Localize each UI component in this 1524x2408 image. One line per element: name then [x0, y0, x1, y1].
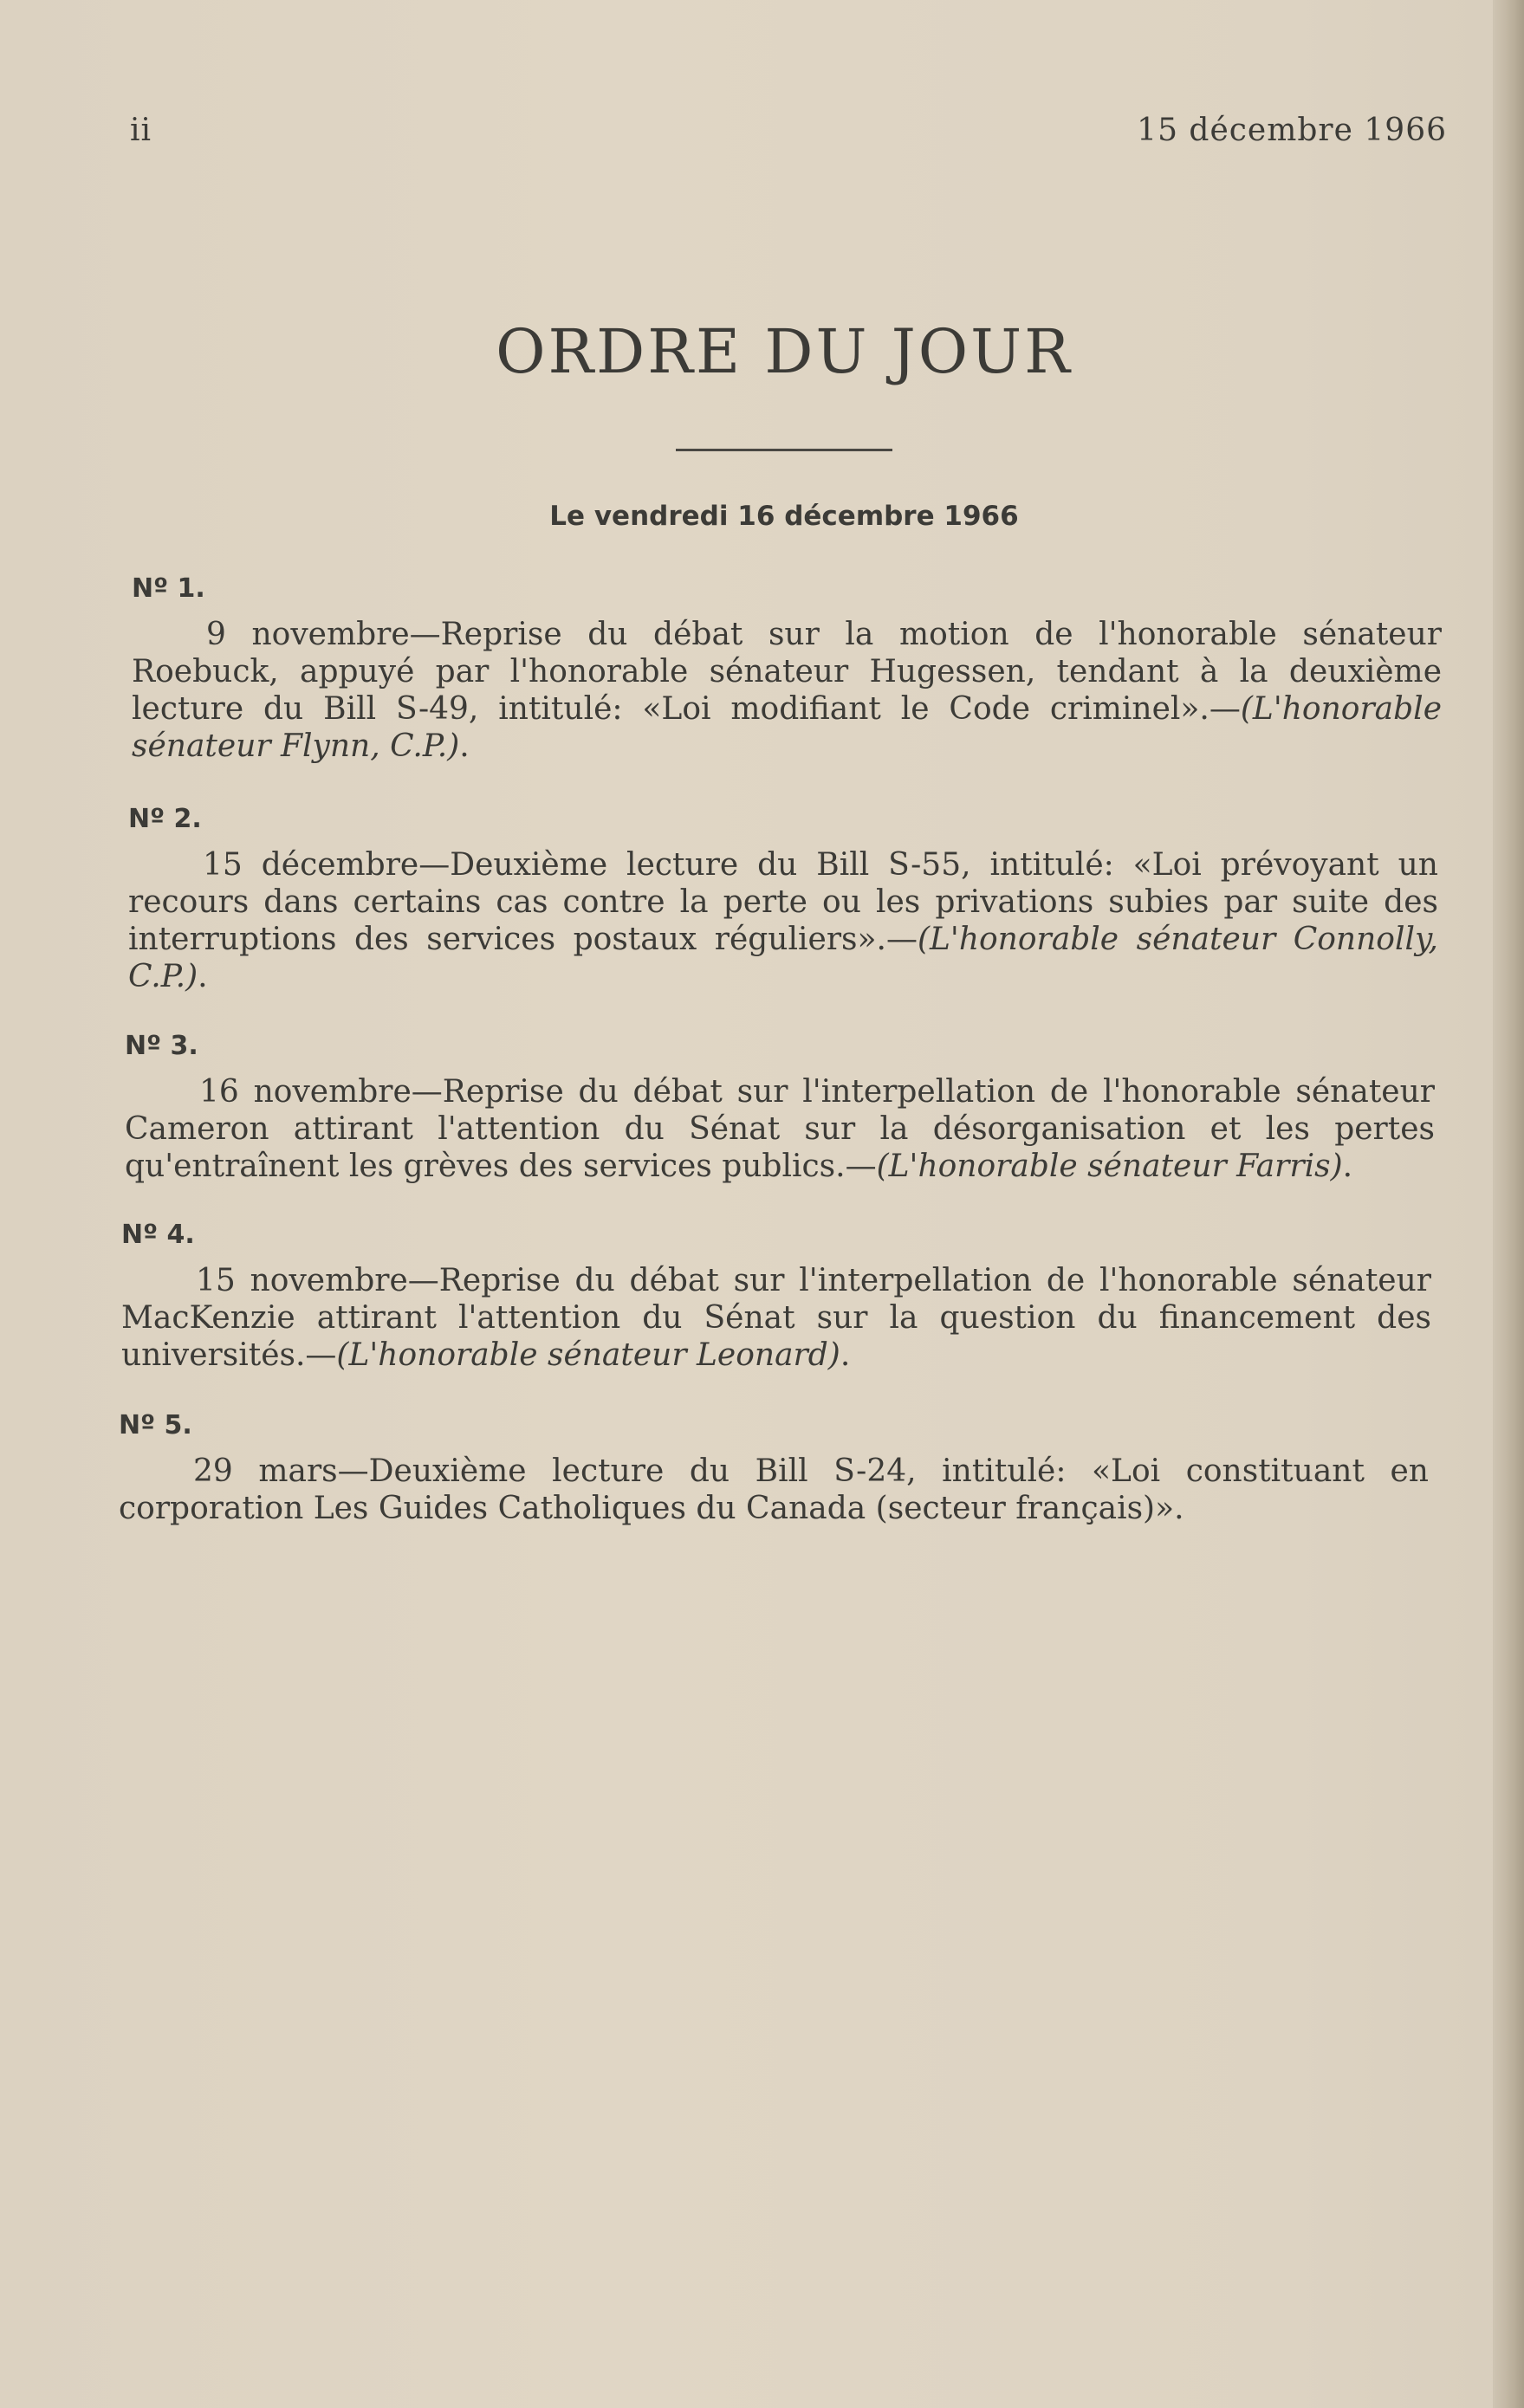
item-number: Nº 1. — [132, 573, 205, 604]
item-attribution: (L'honorable sénateur Leonard) — [336, 1337, 840, 1373]
item-text — [121, 1262, 1431, 1374]
page-title: ORDRE DU JOUR — [496, 316, 1073, 387]
item-body: 9 novembre—Reprise du débat sur la motion de l'honorable sénateur Roebuck, appuyé par l'honorable sénateur Hugessen, tendant à la deuxième lecture du Bill S-49, intitulé: «Loi modifiant le Code criminel».— — [132, 617, 1442, 727]
header-date: 15 décembre 1966 — [1137, 113, 1447, 148]
item-body: 29 mars—Deuxième lecture du Bill S-24, intitulé: «Loi constituant en corporation Les Guides Catholiques du Canada (secteur français)». — [119, 1453, 1429, 1526]
item-text — [128, 846, 1438, 995]
title-rule — [676, 449, 892, 451]
item-end: . — [1342, 1149, 1353, 1184]
item-body: 15 novembre—Reprise du débat sur l'interpellation de l'honorable sénateur MacKenzie attirant l'attention du Sénat sur la question du financement des universités.— — [121, 1263, 1431, 1373]
item-body: 16 novembre—Reprise du débat sur l'interpellation de l'honorable sénateur Cameron attirant l'attention du Sénat sur la désorganisation et les pertes qu'entraînent les grèves des services publics.— — [125, 1074, 1435, 1184]
item-attribution: (L'honorable sénateur Flynn, C.P.) — [132, 691, 1442, 764]
item-attribution: (L'honorable sénateur Connolly, C.P.) — [128, 922, 1438, 994]
item-number: Nº 5. — [119, 1410, 192, 1440]
agenda-date: Le vendredi 16 décembre 1966 — [549, 501, 1019, 532]
item-attribution: (L'honorable sénateur Farris) — [876, 1149, 1343, 1184]
item-text — [132, 616, 1442, 765]
item-number: Nº 4. — [121, 1220, 195, 1250]
item-end: . — [840, 1337, 851, 1373]
item-text — [119, 1453, 1429, 1527]
item-end: . — [459, 728, 470, 764]
item-number: Nº 3. — [125, 1031, 198, 1061]
item-number: Nº 2. — [128, 804, 202, 834]
item-end: . — [198, 959, 208, 994]
item-body: 15 décembre—Deuxième lecture du Bill S-55, intitulé: «Loi prévoyant un recours dans certains cas contre la perte ou les privations subies par suite des interruptions des services postaux réguliers».— — [128, 847, 1438, 957]
running-head — [130, 113, 1447, 165]
page-folio: ii — [130, 113, 152, 148]
item-text — [125, 1073, 1435, 1185]
